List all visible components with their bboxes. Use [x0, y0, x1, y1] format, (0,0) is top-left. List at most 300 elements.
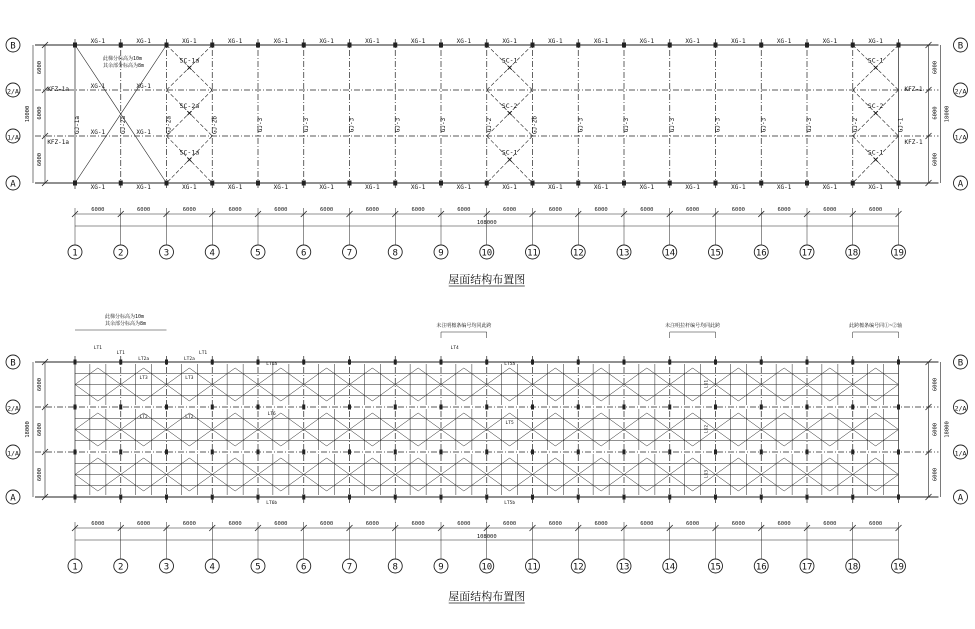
axis-bubble-7-label: 7 [346, 248, 353, 259]
column-marker-p2-5-2 [302, 450, 305, 455]
column-marker-p2-10-0 [531, 360, 534, 365]
xg-label-top-5: XG-1 [273, 38, 289, 45]
rod-line-3-2-c [212, 475, 235, 492]
axis-bubble-10-label: 10 [481, 248, 493, 259]
rod-line-5-0-b [327, 368, 350, 385]
dim-text-span-13: 6000 [640, 207, 654, 213]
rod-line-0-0-a [75, 368, 98, 385]
rod-line-7-2-b [418, 458, 441, 475]
dim-text-span-11: 6000 [548, 521, 562, 527]
xg-label-top-11: XG-1 [548, 38, 563, 45]
purlin-tag-10: LT4 [450, 346, 459, 351]
rod-line-12-1-a [624, 413, 647, 430]
rod-line-11-2-c [578, 475, 601, 492]
rod-line-15-2-b [784, 458, 807, 475]
dim-text-span-16: 6000 [777, 521, 791, 527]
column-marker-p2-1-0 [119, 360, 122, 365]
rod-line-5-0-d [327, 385, 350, 402]
frame-label-18: GJ-2 [851, 117, 859, 133]
dim-text-span-1: 6000 [91, 207, 105, 213]
rod-line-13-2-a [670, 458, 693, 475]
rod-line-2-0-d [189, 385, 212, 402]
dim-text-span-12: 6000 [594, 207, 608, 213]
column-marker-p2-9-1 [485, 405, 488, 410]
column-marker-p2-3-1 [211, 405, 214, 410]
rod-line-17-2-d [876, 475, 899, 492]
rod-line-8-2-c [441, 475, 464, 492]
dim-text-span-12: 6000 [594, 521, 608, 527]
rod-line-8-1-a [441, 413, 464, 430]
xg-label-bottom-6: XG-1 [319, 184, 334, 191]
purlin-tag-5: LT2a [183, 357, 195, 362]
xg-label-bottom-10: XG-1 [502, 184, 517, 191]
purlin-tag-6: LT3 [139, 376, 148, 381]
bracing-cross-9-2: × [506, 153, 513, 166]
rod-line-4-0-c [258, 385, 281, 402]
rod-line-10-0-a [533, 368, 556, 385]
axis-bubble-left-1-label: B [10, 41, 16, 52]
rod-line-4-1-d [281, 430, 304, 447]
column-marker-p2-13-0 [668, 360, 671, 365]
xg-label-bottom-13: XG-1 [639, 184, 655, 191]
rod-line-12-0-a [624, 368, 647, 385]
column-marker-p2-0-0 [74, 360, 77, 365]
xg-label-row2a-b: XG-1 [136, 83, 151, 90]
column-marker-13-0 [668, 43, 672, 48]
rod-line-12-0-b [647, 368, 670, 385]
dim-text-span-4: 6000 [228, 207, 242, 213]
drawing-title: 屋面结构布置图 [448, 273, 526, 286]
rod-line-3-1-c [212, 430, 235, 447]
axis-bubble-10-label: 10 [481, 562, 493, 573]
column-marker-p2-14-2 [714, 450, 717, 455]
xg-label-bottom-16: XG-1 [776, 184, 792, 191]
rod-line-11-1-a [578, 413, 601, 430]
column-marker-p2-0-2 [74, 450, 77, 455]
dim-text-span-8: 6000 [411, 521, 425, 527]
rod-line-5-2-d [327, 475, 350, 492]
dim-text-total-height-right: 18000 [944, 421, 951, 438]
rod-line-9-2-d [510, 475, 533, 492]
rod-line-15-1-b [784, 413, 807, 430]
purlin-tag-11: LT5 [505, 421, 514, 426]
axis-bubble-13-label: 13 [618, 562, 630, 573]
rod-line-5-1-b [327, 413, 350, 430]
axis-bubble-19-label: 19 [893, 562, 904, 573]
rod-line-12-2-b [647, 458, 670, 475]
rod-line-1-1-c [121, 430, 144, 447]
rod-line-2-2-d [189, 475, 212, 492]
frame-label-17: GJ-3 [806, 117, 813, 133]
column-marker-p2-11-1 [577, 405, 580, 410]
axis-bubble-5-label: 5 [255, 248, 261, 259]
rod-line-1-2-d [144, 475, 167, 492]
column-marker-p2-8-1 [440, 405, 443, 410]
rod-line-8-0-c [441, 385, 464, 402]
axis-bubble-9-label: 9 [438, 562, 444, 573]
column-label-left-bottom: KFZ-1a [47, 139, 69, 146]
rod-line-0-1-c [75, 430, 98, 447]
rod-line-2-2-a [167, 458, 190, 475]
dim-text-span-18: 6000 [869, 521, 883, 527]
column-marker-p2-13-1 [668, 405, 671, 410]
rod-line-6-0-d [372, 385, 395, 402]
rod-line-12-1-c [624, 430, 647, 447]
dim-text-bay-right-3: 6000 [932, 152, 939, 167]
column-marker-p2-5-3 [302, 495, 305, 500]
rod-line-15-2-c [761, 475, 784, 492]
elevation-note-1: 此梯分标高为10m [103, 56, 143, 62]
column-marker-1-0 [119, 43, 123, 48]
dim-text-total-height-left: 18000 [25, 421, 31, 438]
rod-line-16-1-a [807, 413, 830, 430]
bracing-cross-2-0: × [186, 61, 193, 74]
column-marker-p2-6-3 [348, 495, 351, 500]
dim-text-span-7: 6000 [365, 521, 379, 527]
rod-line-6-1-b [372, 413, 395, 430]
rod-tag-3: LG3 [704, 469, 710, 479]
column-marker-16-1 [805, 181, 809, 186]
column-marker-5-1 [302, 181, 306, 186]
column-marker-p2-16-1 [806, 405, 809, 410]
rod-line-14-1-a [716, 413, 739, 430]
rod-line-5-1-c [304, 430, 327, 447]
rod-line-16-2-c [807, 475, 830, 492]
rod-line-16-2-b [830, 458, 853, 475]
column-marker-5-0 [302, 43, 306, 48]
rod-line-16-0-c [807, 385, 830, 402]
rod-line-6-2-d [372, 475, 395, 492]
axis-bubble-13-label: 13 [618, 248, 630, 259]
dim-text-span-14: 6000 [686, 521, 700, 527]
rod-line-1-2-b [144, 458, 167, 475]
column-marker-p2-18-1 [897, 405, 900, 410]
dim-text-span-11: 6000 [548, 207, 562, 213]
column-marker-p2-15-3 [760, 495, 763, 500]
rod-line-2-2-c [167, 475, 190, 492]
rod-line-1-2-c [121, 475, 144, 492]
xg-label-bottom-11: XG-1 [548, 184, 563, 191]
rod-line-9-2-c [487, 475, 510, 492]
purlin-tag-1: LT1 [116, 351, 125, 356]
column-marker-p2-7-0 [394, 360, 397, 365]
rod-line-16-0-a [807, 368, 830, 385]
column-marker-8-0 [439, 43, 443, 48]
rod-line-17-1-d [876, 430, 899, 447]
bracing-label-17-2: SC-1 [867, 148, 884, 157]
dim-text-bay-right-1: 6000 [932, 60, 939, 75]
column-marker-p2-0-3 [74, 495, 77, 500]
dim-text-span-13: 6000 [640, 521, 654, 527]
dim-text-span-18: 6000 [869, 207, 883, 213]
rod-line-17-0-d [876, 385, 899, 402]
bracing-label-2-2: SC-1a [179, 148, 200, 157]
rod-line-2-2-b [189, 458, 212, 475]
rod-line-6-1-c [350, 430, 373, 447]
rod-line-17-0-c [853, 385, 876, 402]
rod-line-7-0-b [418, 368, 441, 385]
rod-line-9-0-b [510, 368, 533, 385]
dim-text-span-6: 6000 [320, 207, 334, 213]
rod-line-3-0-b [235, 368, 258, 385]
axis-bubble-7-label: 7 [346, 562, 353, 573]
rod-line-6-2-c [350, 475, 373, 492]
rod-line-3-2-d [235, 475, 258, 492]
frame-label-4: GJ-2b [211, 115, 219, 135]
rod-line-0-0-d [98, 385, 121, 402]
rod-line-4-1-b [281, 413, 304, 430]
column-marker-p2-4-3 [257, 495, 260, 500]
axis-bubble-left-4-label: A [10, 179, 16, 190]
xg-label-top-3: XG-1 [182, 38, 197, 45]
rod-line-1-0-c [121, 385, 144, 402]
column-marker-p2-13-3 [668, 495, 671, 500]
rod-line-15-1-a [761, 413, 784, 430]
rod-line-0-1-a [75, 413, 98, 430]
rod-line-12-1-d [647, 430, 670, 447]
bracing-cross-17-0: × [872, 61, 879, 74]
rod-line-13-0-a [670, 368, 693, 385]
column-label-right-top: KFZ-1 [904, 86, 923, 93]
column-marker-p2-11-3 [577, 495, 580, 500]
dim-text-bay-right-1: 6000 [932, 377, 939, 392]
xg-label-bottom-1: XG-1 [90, 184, 106, 191]
rod-line-4-2-d [281, 475, 304, 492]
xg-label-top-4: XG-1 [227, 38, 243, 45]
column-marker-p2-6-1 [348, 405, 351, 410]
axis-bubble-3-label: 3 [163, 248, 170, 259]
column-marker-14-0 [714, 43, 718, 48]
rod-line-6-1-a [350, 413, 373, 430]
rod-line-11-0-d [601, 385, 624, 402]
rod-line-14-2-d [738, 475, 761, 492]
rod-line-8-0-b [464, 368, 487, 385]
rod-line-3-1-d [235, 430, 258, 447]
rod-line-9-0-d [510, 385, 533, 402]
roof-plan-framing [6, 38, 968, 286]
axis-bubble-left-3-label: 1/A [7, 449, 19, 458]
rod-line-6-0-c [350, 385, 373, 402]
column-marker-p2-12-0 [623, 360, 626, 365]
dim-text-span-5: 6000 [274, 207, 288, 213]
rod-line-8-1-c [441, 430, 464, 447]
dim-text-overall: 108000 [476, 534, 497, 540]
rod-line-17-0-a [853, 368, 876, 385]
rod-line-4-2-c [258, 475, 281, 492]
rod-line-16-2-a [807, 458, 830, 475]
rod-line-10-2-a [533, 458, 556, 475]
rod-line-9-2-b [510, 458, 533, 475]
axis-bubble-right-3-label: 1/A [954, 449, 967, 458]
axis-bubble-15-label: 15 [710, 248, 721, 259]
rod-line-10-2-c [533, 475, 556, 492]
rod-line-0-0-b [98, 368, 121, 385]
column-marker-p2-12-1 [623, 405, 626, 410]
frame-label-7: GJ-3 [348, 117, 356, 133]
rod-line-7-2-a [395, 458, 418, 475]
rod-line-9-0-a [487, 368, 510, 385]
rod-line-0-2-c [75, 475, 98, 492]
rod-line-5-2-a [304, 458, 327, 475]
xg-label-top-7: XG-1 [365, 38, 380, 45]
rod-line-3-0-a [212, 368, 235, 385]
rod-line-11-1-c [578, 430, 601, 447]
column-marker-p2-18-0 [897, 360, 900, 365]
axis-bubble-18-label: 18 [847, 248, 859, 259]
rod-line-0-1-d [98, 430, 121, 447]
xg-label-top-6: XG-1 [319, 38, 334, 45]
dim-text-span-6: 6000 [320, 521, 334, 527]
frame-label-16: GJ-3 [760, 117, 768, 133]
axis-bubble-4-label: 4 [209, 562, 215, 573]
rod-line-10-1-c [533, 430, 556, 447]
axis-bubble-18-label: 18 [847, 562, 859, 573]
rod-line-16-0-b [830, 368, 853, 385]
column-marker-p2-12-3 [623, 495, 626, 500]
axis-bubble-left-3-label: 1/A [7, 133, 19, 142]
column-marker-p2-14-3 [714, 495, 717, 500]
rod-line-11-2-a [578, 458, 601, 475]
xg-label-top-14: XG-1 [685, 38, 700, 45]
rod-line-3-1-a [212, 413, 235, 430]
column-marker-6-1 [348, 181, 352, 186]
axis-bubble-19-label: 19 [893, 248, 904, 259]
xg-label-bottom-12: XG-1 [593, 184, 609, 191]
axis-bubble-6-label: 6 [301, 248, 307, 259]
column-label-left-top: KFZ-1a [47, 86, 69, 93]
dim-text-bay-left-2: 6000 [37, 422, 43, 437]
column-marker-6-0 [348, 43, 352, 48]
dim-text-bay-left-2: 6000 [37, 106, 43, 120]
rod-line-4-0-a [258, 368, 281, 385]
rod-line-0-1-b [98, 413, 121, 430]
xg-label-top-9: XG-1 [456, 38, 472, 45]
dim-text-span-16: 6000 [777, 207, 791, 213]
frame-label-3: GJ-2a [165, 115, 173, 135]
axis-bubble-2-label: 2 [118, 248, 124, 259]
axis-bubble-8-label: 8 [392, 248, 398, 259]
dim-text-span-8: 6000 [411, 207, 425, 213]
rod-line-3-0-d [235, 385, 258, 402]
column-marker-11-0 [576, 43, 580, 48]
dim-text-span-9: 6000 [457, 207, 471, 213]
rod-line-17-1-a [853, 413, 876, 430]
column-marker-p2-11-0 [577, 360, 580, 365]
rod-line-8-1-d [464, 430, 487, 447]
rod-line-14-1-b [738, 413, 761, 430]
rod-line-2-1-c [167, 430, 190, 447]
rod-line-7-0-c [395, 385, 418, 402]
dim-text-bay-left-1: 6000 [37, 60, 43, 75]
frame-label-11: GJ-2b [531, 115, 539, 135]
rod-line-11-0-a [578, 368, 601, 385]
axis-bubble-16-label: 16 [755, 248, 767, 259]
rod-line-15-0-c [761, 385, 784, 402]
bracing-cross-2-2: × [186, 153, 193, 166]
rod-line-1-1-d [144, 430, 167, 447]
rod-line-10-2-d [555, 475, 578, 492]
rod-line-5-2-b [327, 458, 350, 475]
rod-line-15-2-d [784, 475, 807, 492]
frame-label-8: GJ-3 [394, 117, 402, 133]
purlin-tag-9: LT2 [185, 415, 194, 420]
axis-bubble-9-label: 9 [438, 248, 444, 259]
rod-line-4-0-b [281, 368, 304, 385]
rod-line-13-0-c [670, 385, 693, 402]
purlin-tag-13: LT6 [267, 412, 276, 417]
frame-label-14: GJ-3 [668, 117, 676, 133]
rod-line-2-1-d [189, 430, 212, 447]
rod-line-17-2-c [853, 475, 876, 492]
dim-text-span-9: 6000 [457, 521, 471, 527]
column-marker-p2-17-1 [851, 405, 854, 410]
rod-line-7-1-c [395, 430, 418, 447]
column-marker-15-1 [759, 181, 763, 186]
rod-line-14-0-d [738, 385, 761, 402]
rod-line-12-1-b [647, 413, 670, 430]
dim-text-bay-left-3: 6000 [37, 467, 43, 482]
column-marker-p2-3-2 [211, 450, 214, 455]
rod-line-14-0-b [738, 368, 761, 385]
axis-bubble-2-label: 2 [118, 562, 124, 573]
column-marker-7-1 [393, 181, 397, 186]
dim-text-bay-right-2: 6000 [932, 106, 939, 120]
dim-text-span-15: 6000 [731, 207, 745, 213]
axis-bubble-4-label: 4 [209, 248, 215, 259]
rod-line-10-2-b [555, 458, 578, 475]
roof-plan-purlins [6, 313, 968, 603]
rod-line-3-1-b [235, 413, 258, 430]
bracing-cross-17-2: × [872, 153, 879, 166]
rod-line-17-1-b [876, 413, 899, 430]
column-marker-12-0 [622, 43, 626, 48]
rod-line-9-0-c [487, 385, 510, 402]
dim-text-bay-left-1: 6000 [37, 377, 43, 392]
dim-text-span-17: 6000 [823, 521, 837, 527]
column-marker-p2-13-2 [668, 450, 671, 455]
axis-bubble-right-3-label: 1/A [954, 133, 967, 142]
column-marker-12-1 [622, 181, 626, 186]
axis-bubble-11-label: 11 [527, 248, 538, 259]
rod-line-17-2-b [876, 458, 899, 475]
xg-label-top-18: XG-1 [868, 38, 883, 45]
rod-line-0-0-c [75, 385, 98, 402]
rod-line-13-1-c [670, 430, 693, 447]
rod-line-4-1-c [258, 430, 281, 447]
dim-text-span-3: 6000 [182, 207, 196, 213]
column-marker-p2-14-0 [714, 360, 717, 365]
rod-line-8-2-b [464, 458, 487, 475]
rod-line-5-1-d [327, 430, 350, 447]
callout-purlin-note: 未注明檩条编号均同此跨 [436, 323, 492, 329]
column-marker-p2-1-3 [119, 495, 122, 500]
axis-bubble-3-label: 3 [163, 562, 170, 573]
dim-text-span-3: 6000 [182, 521, 196, 527]
column-marker-p2-10-1 [531, 405, 534, 410]
dim-text-overall: 108000 [476, 220, 497, 226]
rod-line-4-0-d [281, 385, 304, 402]
rod-line-6-0-a [350, 368, 373, 385]
column-marker-p2-2-1 [165, 405, 168, 410]
dim-text-bay-right-3: 6000 [932, 467, 939, 482]
frame-label-13: GJ-3 [623, 117, 630, 133]
xg-label-top-2: XG-1 [136, 38, 151, 45]
column-marker-4-0 [256, 43, 260, 48]
column-marker-p2-15-1 [760, 405, 763, 410]
rod-line-10-0-c [533, 385, 556, 402]
xg-label-top-13: XG-1 [639, 38, 655, 45]
rod-line-7-1-a [395, 413, 418, 430]
